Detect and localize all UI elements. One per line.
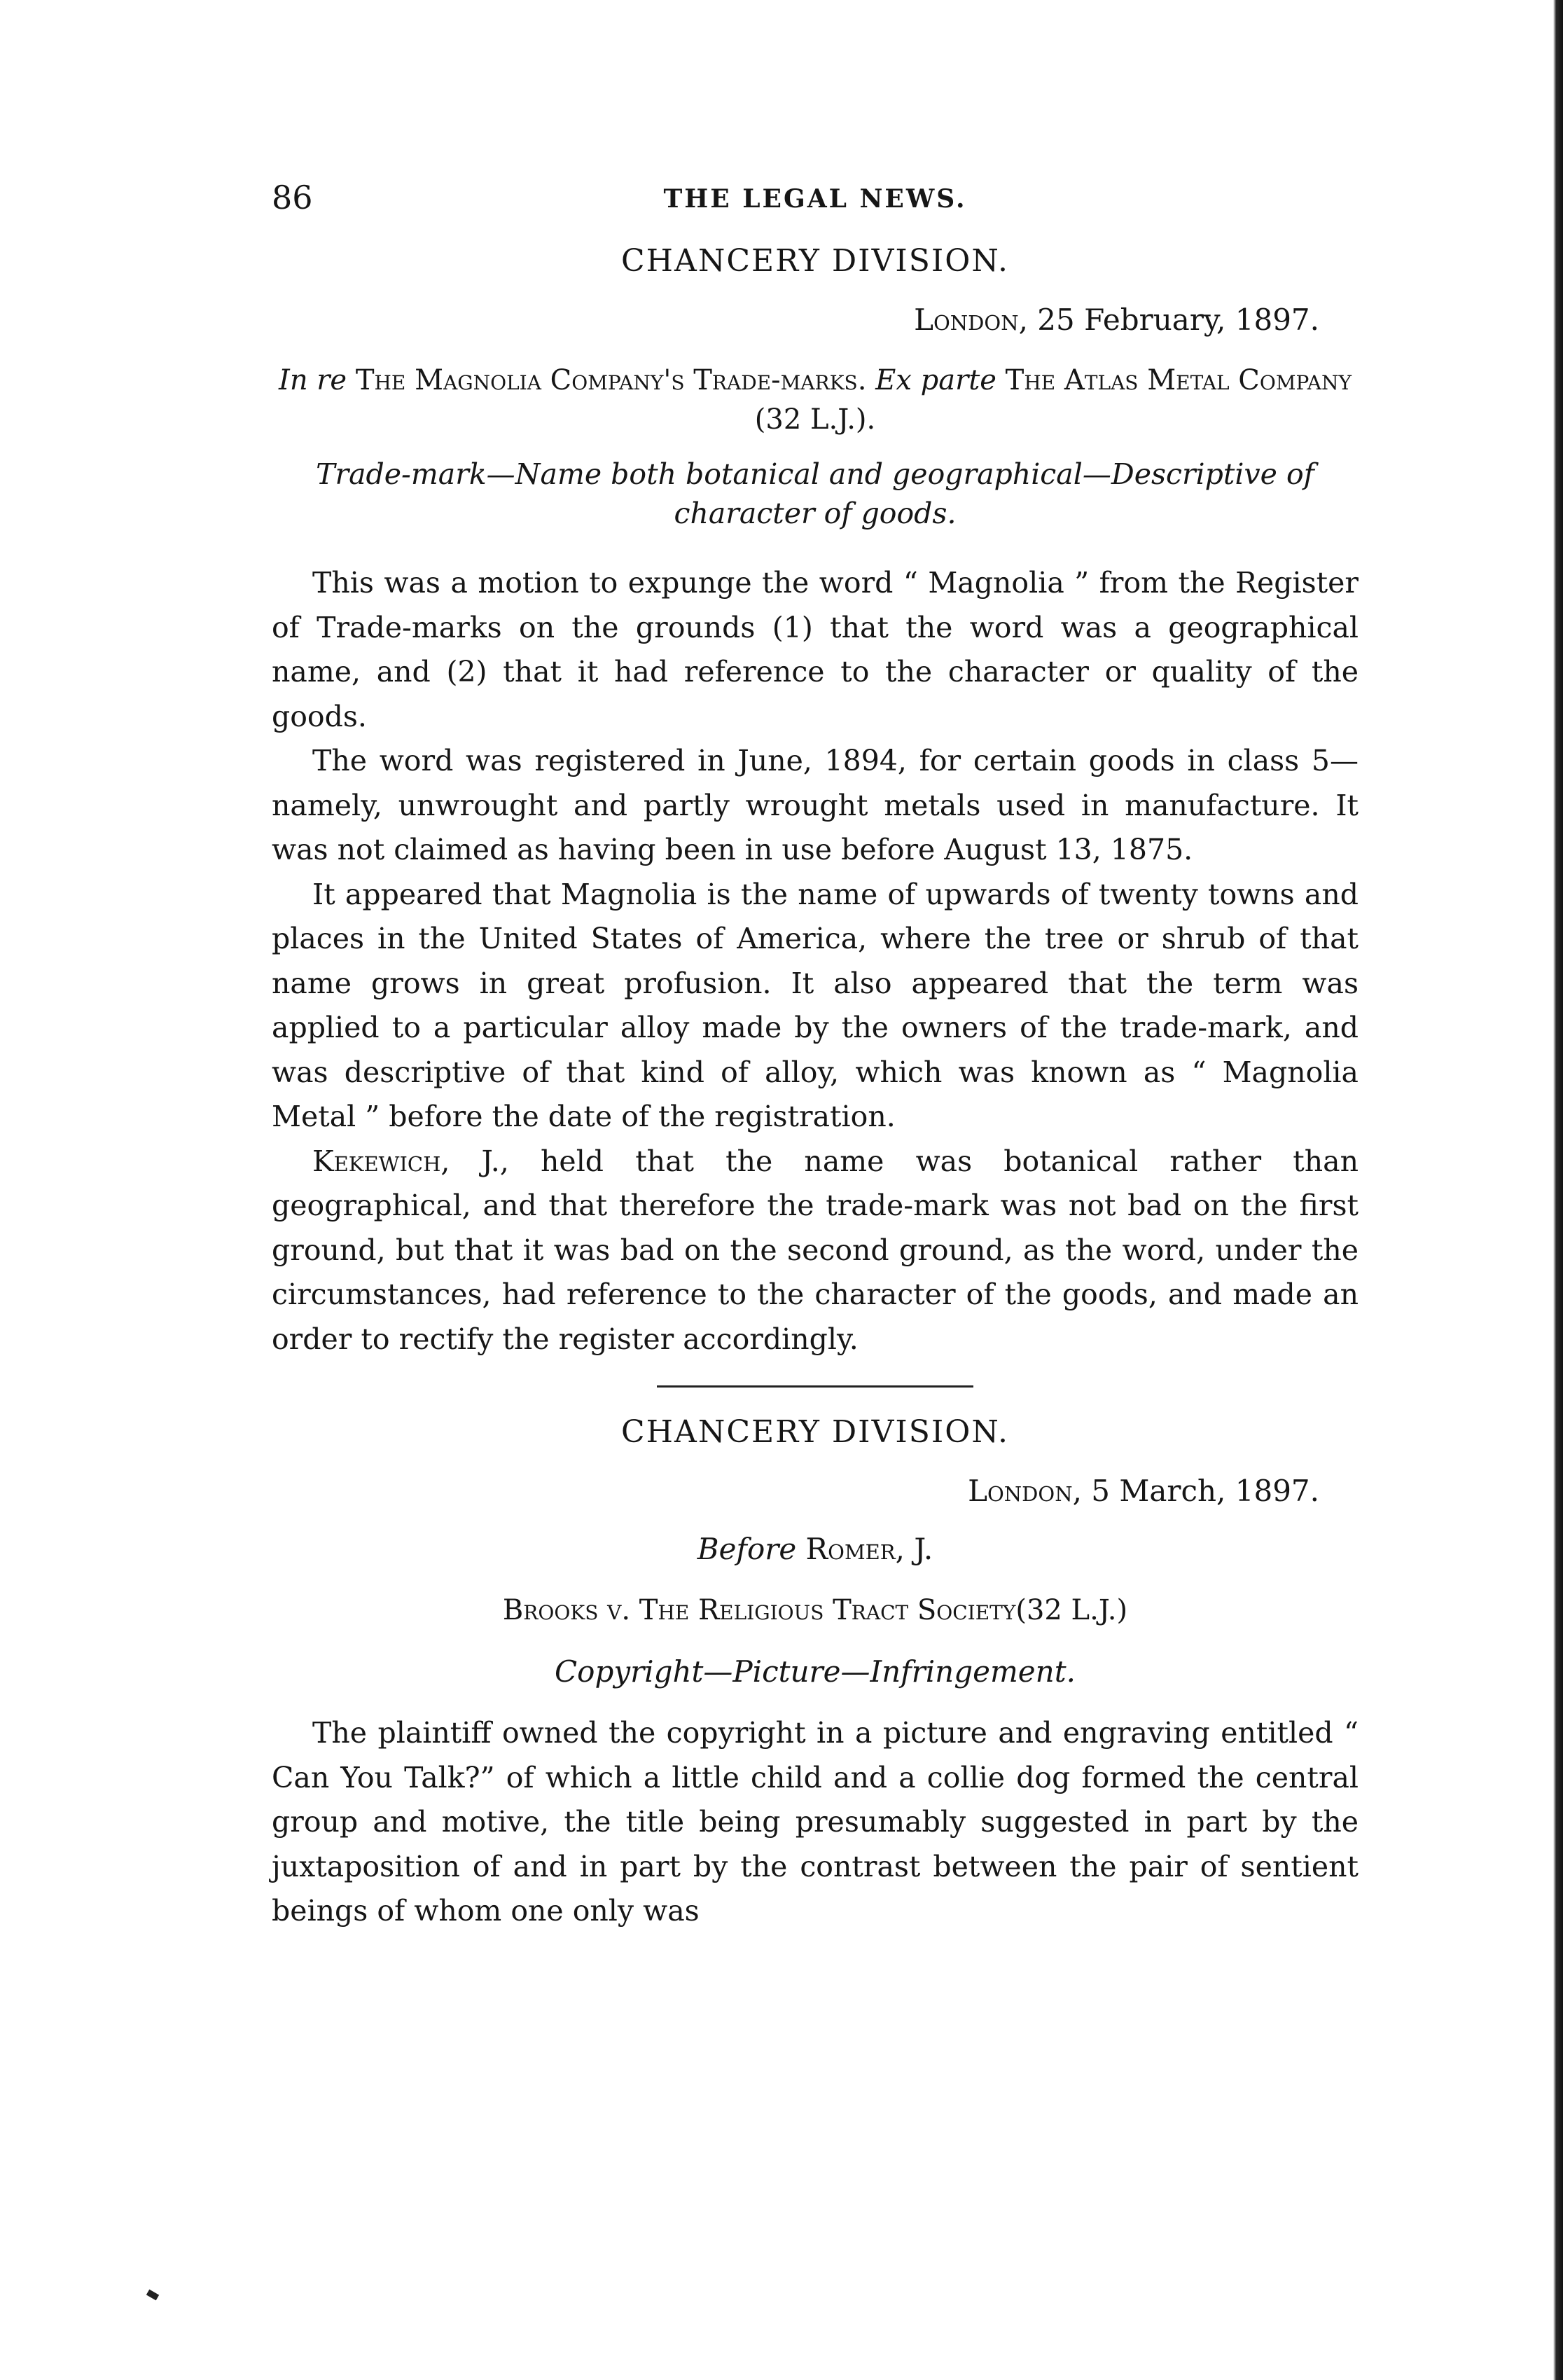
text-column [272,179,1359,1934]
page-edge-shadow [1553,0,1563,2380]
case1-paragraph-2: The word was registered in June, 1894, for certain goods in class 5—namely, unwrought and partly wrought metals used in manufacture. It was not claimed as having been in use before August 13, 1875. [272,744,1359,866]
dateline-date-2: 5 March, 1897. [1091,1474,1319,1508]
section-divider [657,1385,973,1388]
case-title-part-2: The Atlas Metal Company (32 L.J.). [754,364,1352,436]
dateline-2 [272,1474,1359,1508]
headnote-1: Trade-mark—Name both botanical and geographical—Descriptive of character of goods. [316,457,1314,530]
dateline-date-1: 25 February, 1897. [1037,303,1319,337]
running-title: THE LEGAL NEWS. [663,184,967,214]
ex-parte-label: Ex parte [875,364,996,396]
subject-line-2: Copyright—Picture—Infringement. [555,1654,1076,1689]
dateline-place-2: London, [968,1474,1082,1508]
before-word: Before [697,1532,797,1566]
case1-judgment-paragraph [272,1140,1359,1362]
case-title-part-1: The Magnolia Company's Trade-marks. [355,364,867,396]
case-name-2: Brooks v. The Religious Tract Society(32 L.J.) [502,1594,1128,1626]
case1-paragraph-1: This was a motion to expunge the word “ Magnolia ” from the Register of Trade-marks on the grounds (1) that the word was a geographical name, and (2) that it had reference to the character or quality of the goods. [272,566,1359,733]
case1-paragraph-3: It appeared that Magnolia is the name of upwards of twenty towns and places in the United States of America, where the tree or shrub of that name grows in great profusion. It also appeared that the term was applied to a particular alloy made by the owners of the trade-mark, and was descriptive of that kind of alloy, which was known as “ Magnolia Metal ” before the date of the registration. [272,877,1359,1133]
page-number: 86 [272,179,313,216]
case2-paragraph-1: The plaintiff owned the copyright in a picture and engraving entitled “ Can You Talk?” of which a little child and a collie dog formed the central group and motive, the title being presumably suggested in part by the juxtaposition of and in part by the contrast between the pair of sentient beings of whom one only was [272,1716,1359,1928]
case-title-1 [272,361,1359,439]
before-judge: Romer, J. [805,1532,933,1566]
before-line [272,1532,1359,1566]
stray-ink-mark [146,2290,159,2301]
division-heading-2: CHANCERY DIVISION. [621,1414,1009,1450]
in-re-label: In re [279,364,347,396]
judge-name: Kekewich, J., [312,1144,509,1178]
dateline-place-1: London, [914,303,1028,337]
dateline-1 [272,303,1359,337]
division-heading-1: CHANCERY DIVISION. [621,243,1009,279]
running-head [272,179,1359,228]
judgment-text: held that the name was botanical rather than geographical, and that therefore the trade-mark was not bad on the first ground, but that it was bad on the second ground, as the word, under the circumstances, had reference to the character of the goods, and made an order to rectify the register accordingly. [272,1144,1359,1356]
